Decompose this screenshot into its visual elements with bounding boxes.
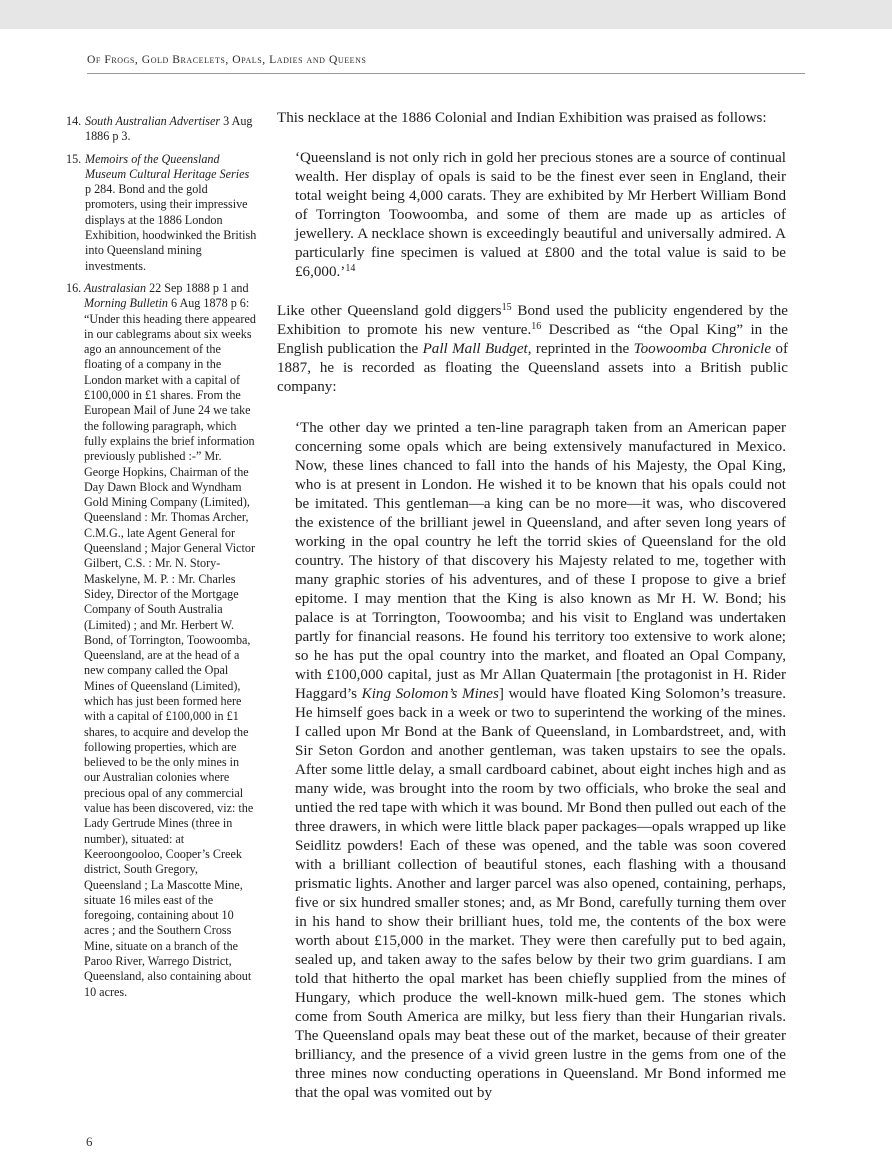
footnote-text — [84, 281, 258, 1000]
publication-title: Toowoomba Chronicle — [633, 341, 772, 357]
block-quote — [295, 419, 786, 1103]
running-head: Of Frogs, Gold Bracelets, Opals, Ladies and Queens — [87, 53, 367, 66]
paragraph-text: Described as “the Opal King” in the English publication the — [277, 322, 788, 357]
paragraph-text: , reprinted in the — [527, 341, 634, 357]
footnote — [66, 281, 258, 1000]
footnote-reference: 16 — [531, 321, 542, 332]
footnote-citation: p 284. Bond and the gold promoters, using their impressive displays at the 1886 London Exhibition, hoodwinked the British into Queensland mining investments. — [85, 182, 257, 273]
quote-text: ] would have floated King Solomon’s treasure. He himself goes back in a week or two to superintend the working of the mines. I called upon Mr Bond at the Bank of Queensland, in Lombardstreet, and, with Sir Seton Gordon and another gentleman, was taken upstairs to see the opals. After some little delay, a small cardboard cabinet, about eight inches high and as many wide, was brought into the room by two officials, who broke the seal and untied the red tape with which it was bound. Mr Bond then pulled out each of the three drawers, in which were little black paper packages—opals wrapped up like Seidlitz powders! Each of these was opened, and the table was soon covered with a brilliant collection of beautiful stones, each flashing with a thousand prismatic lights. Another and larger parcel was also opened, containing, perhaps, five or six hundred smaller stones; and, as Mr Bond, carefully turning them over in his hand to show their brilliant hues, told me, the contents of the box were worth about £15,000 in the market. They were then carefully put to bed again, sealed up, and taken away to the safes below by their two grim guardians. I am told that hitherto the opal market has been chiefly supplied from the mines of Hungary, which produce the well-known milk-hued gem. The stones which come from South America are milky, but less fiery than their Hungarian rivals. The Queensland opals may beat these out of the market, because of their greater brilliancy, and the presence of a vivid green lustre in the gems from one of the three mines now conducting operations in Queensland. Mr Bond informed me that the opal was vomited out by — [295, 686, 786, 1101]
header-rule — [87, 73, 805, 74]
footnote-citation: 3 Aug 1886 p 3. — [85, 114, 253, 144]
footnote-text — [85, 152, 258, 274]
block-quote — [295, 149, 786, 282]
footnote-citation: 22 Sep 1888 p 1 and — [146, 280, 249, 295]
footnote-source-title: Australasian — [84, 280, 147, 295]
intro-paragraph: This necklace at the 1886 Colonial and Indian Exhibition was praised as follows: — [277, 110, 767, 126]
body-paragraph — [277, 302, 788, 397]
publication-title: Pall Mall Budget — [422, 341, 528, 357]
footnote-reference: 14 — [345, 263, 356, 274]
paragraph-text: Bond used the publicity engendered by the Exhibition to promote his new venture. — [277, 303, 789, 338]
footnote-number: 15. — [66, 151, 82, 166]
book-title: King Solomon’s Mines — [361, 686, 499, 702]
footnote — [66, 114, 258, 145]
footnote-source-title: Morning Bulletin — [84, 296, 168, 311]
page-number: 6 — [86, 1134, 93, 1149]
footnote-citation: 6 Aug 1878 p 6: “Under this heading there appeared in our cablegrams about six weeks ago an announcement of the floating of a company in the London market with a capital of £100,000 in £1 shares. From the European Mail of June 24 we take the following paragraph, which fully explains the brief information previously published :-” Mr. George Hopkins, Chairman of the Day Dawn Block and Wyndham Gold Mining Company (Limited), Queensland : Mr. Thomas Archer, C.M.G., late Agent General for Queensland ; Major General Victor Gilbert, C.S. : Mr. N. Story-Maskelyne, M. P. : Mr. Charles Sidey, Director of the Mortgage Company of South Australia (Limited) ; and Mr. Herbert W. Bond, of Torrington, Toowoomba, Queensland, are at the head of a new company called the Opal Mines of Queensland (Limited), which has just been formed here with a capital of £100,000 in £1 shares, to acquire and develop the following properties, which are believed to be the only mines in our Australian colonies where precious opal of any commercial value has been discovered, viz: the Lady Gertrude Mines (three in number), situated: at Keeroongooloo, Cooper’s Creek district, South Gregory, Queensland ; La Mascotte Mine, situate 16 miles east of the foregoing, containing about 10 acres ; and the Southern Cross Mine, situate on a branch of the Paroo River, Warrego District, Queensland, also containing about 10 acres. — [84, 296, 256, 999]
footnote-source-title: Memoirs of the Queensland Museum Cultural Heritage Series — [85, 151, 250, 181]
footnote-reference: 15 — [501, 302, 512, 313]
paragraph-text: Like other Queensland gold diggers — [277, 303, 502, 319]
main-text — [277, 109, 788, 1103]
footnote-text — [85, 114, 258, 145]
footnote-number: 16. — [66, 280, 82, 295]
footnote — [66, 152, 258, 274]
footnotes-column — [66, 114, 258, 1000]
paragraph-text: of 1887, he is recorded as floating the Queensland assets into a British public company: — [277, 341, 788, 395]
quote-text: ‘The other day we printed a ten-line paragraph taken from an American paper concerning some opals which are being extensively manufactured in Mexico. Now, these lines chanced to fall into the hands of his Majesty, the Opal King, who is at present in London. He wished it to be known that his opals could not be imitated. This gentleman—a king can be no more—it was, who discovered the existence of the brilliant jewel in Queensland, and after seven long years of working in the opal country he left the torrid skies of Queensland for the old country. The history of that discovery his Majesty related to me, together with many graphic stories of his adventures, and of these I propose to give a brief epitome. I may mention that the King is also known as Mr H. W. Bond; his palace is at Torrington, Toowoomba; and his visit to England was undertaken partly for financial reasons. He found his territory too extensive to work alone; so he has put the opal country into the market, and floated an Opal Company, with £100,000 capital, just as Mr Allan Quatermain [the protagonist in H. Rider Haggard’s — [295, 420, 786, 702]
footnote-number: 14. — [66, 114, 82, 128]
footnote-source-title: South Australian Advertiser — [85, 114, 221, 128]
top-bar — [0, 0, 892, 29]
quote-text: ‘Queensland is not only rich in gold her precious stones are a source of continual wealth. Her display of opals is said to be the finest ever seen in England, their total weight being 4,000 carats. They are exhibited by Mr Herbert William Bond of Torrington Toowoomba, and some of them are made up as articles of jewellery. A necklace shown is exceedingly beautiful and universally admired. A particularly fine specimen is valued at £800 and the total value is said to be £6,000.’ — [295, 150, 786, 280]
